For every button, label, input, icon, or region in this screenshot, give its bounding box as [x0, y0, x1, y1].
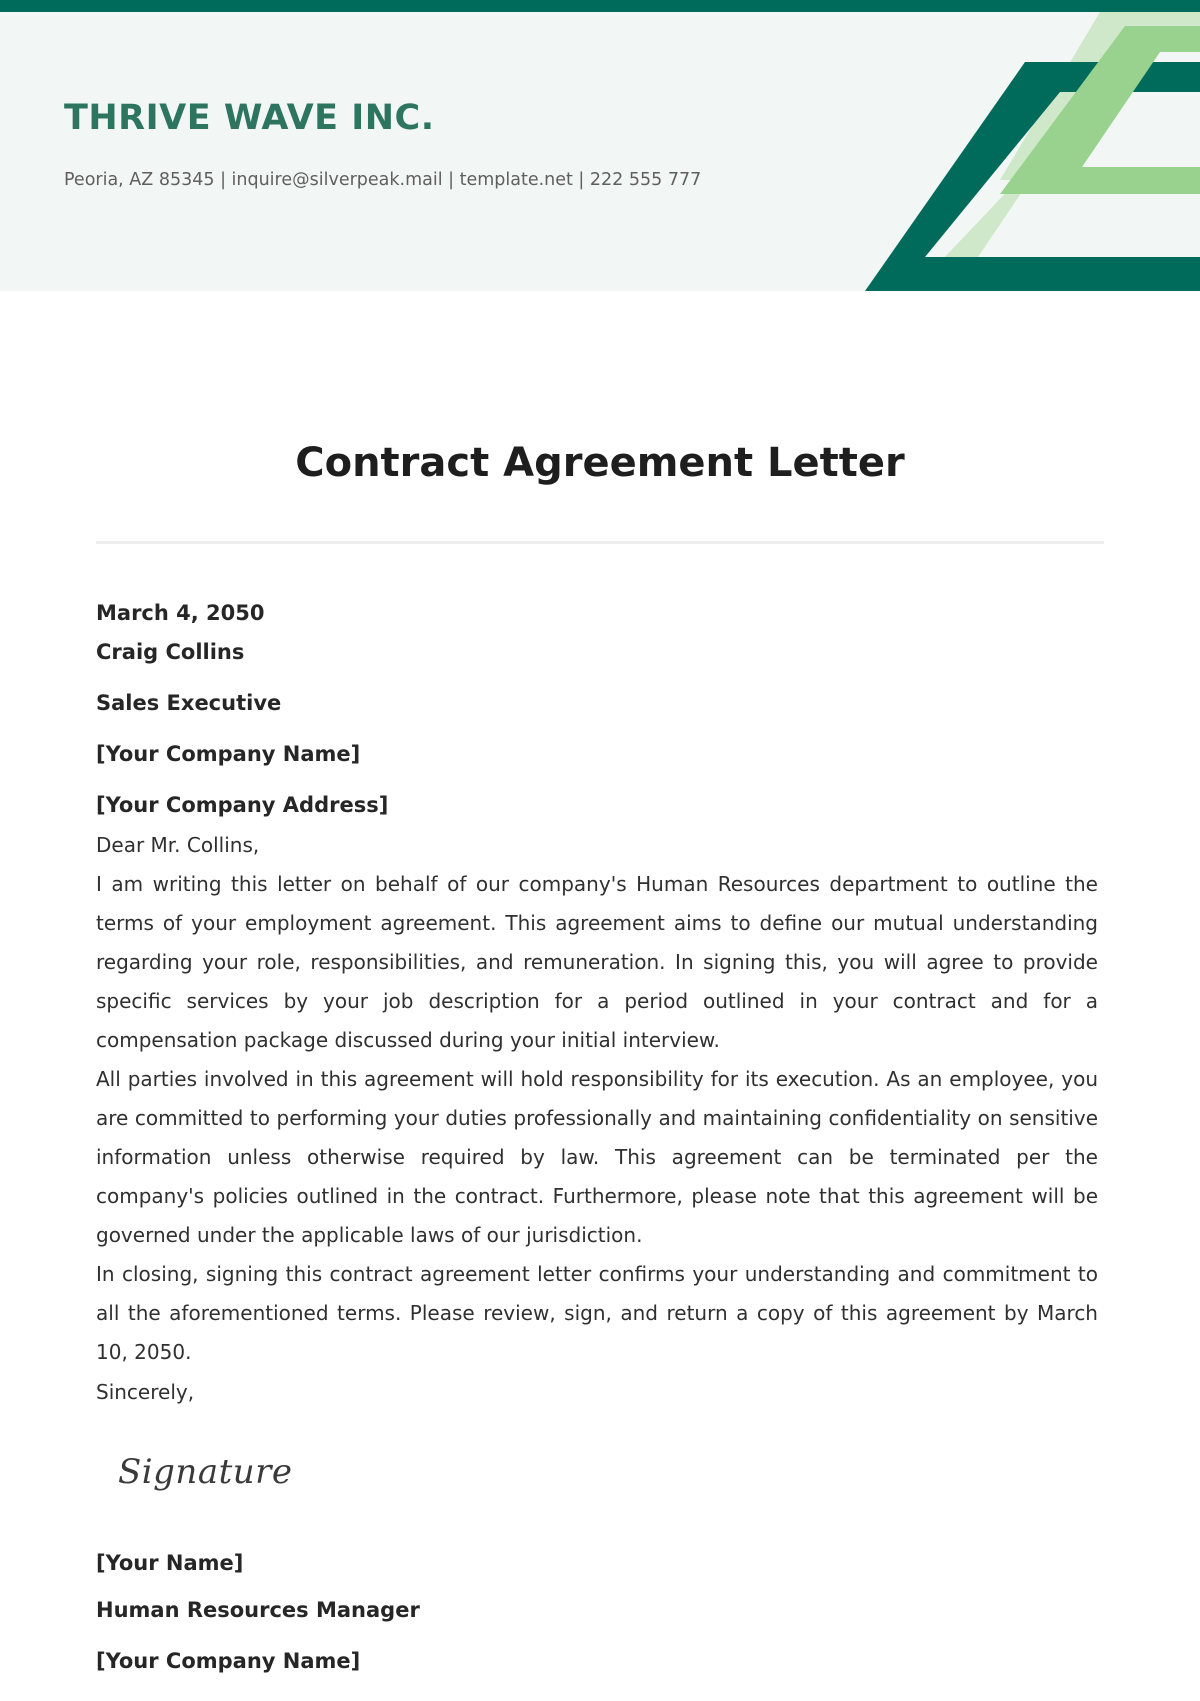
signature: Signature — [118, 1452, 293, 1492]
salutation: Dear Mr. Collins, — [96, 833, 260, 857]
body-paragraph-1: I am writing this letter on behalf of our company's Human Resources department to outline the terms of your employment agreement. This agreement aims to define our mutual understanding regarding your role, responsibilities, and remuneration. In signing this, you will agree to provide specific services by your job description for a period outlined in your contract and for a compensation package discussed during your initial interview. — [96, 872, 1098, 1052]
body-paragraph-2: All parties involved in this agreement will hold responsibility for its execution. As an employee, you are committed to performing your duties professionally and maintaining confidentiality on sensitive information unless otherwise required by law. This agreement can be terminated per the company's policies outlined in the contract. Furthermore, please note that this agreement will be governed under the applicable laws of our jurisdiction. — [96, 1067, 1098, 1247]
sender-name: [Your Name] — [96, 1551, 244, 1575]
recipient-title: Sales Executive — [96, 691, 282, 715]
recipient-company: [Your Company Name] — [96, 742, 361, 766]
sender-title: Human Resources Manager — [96, 1598, 420, 1622]
top-accent-bar — [0, 0, 1200, 12]
closing: Sincerely, — [96, 1380, 195, 1404]
body-paragraph-3: In closing, signing this contract agreement letter confirms your understanding and commitment to all the aforementioned terms. Please review, sign, and return a copy of this agreement by March 10, 2050. — [96, 1262, 1098, 1364]
sender-company: [Your Company Name] — [96, 1649, 361, 1673]
title-divider — [96, 541, 1104, 544]
recipient-name: Craig Collins — [96, 640, 245, 664]
letterhead — [0, 12, 1200, 291]
recipient-address: [Your Company Address] — [96, 793, 389, 817]
letterhead-geometric-graphic — [0, 12, 1200, 291]
letter-date: March 4, 2050 — [96, 601, 265, 625]
company-name: THRIVE WAVE INC. — [64, 98, 435, 138]
letter-title: Contract Agreement Letter — [295, 440, 905, 486]
company-contact-line: Peoria, AZ 85345 | inquire@silverpeak.mail | template.net | 222 555 777 — [64, 170, 702, 190]
